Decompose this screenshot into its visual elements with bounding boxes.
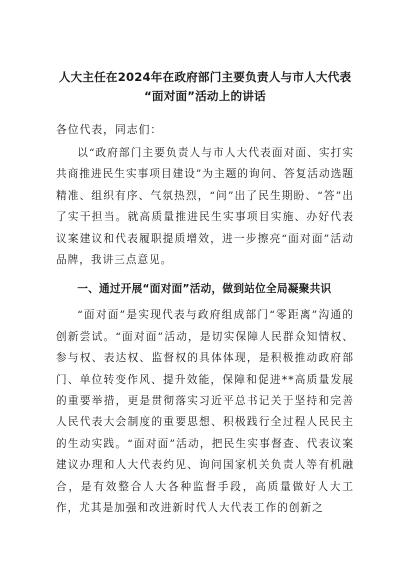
- document-title: [56, 68, 354, 106]
- title-line-1: 人大主任在2024年在政府部门主要负责人与市人大代表: [58, 70, 352, 84]
- section-heading-1: 一、通过开展“面对面”活动，做到站位全局凝聚共识: [77, 283, 332, 296]
- paragraph-section-1: “面对面”是实现代表与政府组成部门“零距离”沟通的创新尝试。“面对面”活动，是切实保障人民群众知情权、参与权、表达权、监督权的具体体现，是积极推动政府部门、单位转变作风、提升效能，保障和促进**高质量发展的重要举措，更是贯彻落实习近平总书记关于坚持和完善人民代表大会制度的重要思想、积极践行全过程人民民主的生动实践。“面对面”活动，把民生实事督查、代表议案建议办理和人大代表约见、询问国家机关负责人等有机融合，是有效整合人大各种监督手段，高质量做好人大工作，尤其是加强和改进新时代人大代表工作的创新之: [56, 309, 354, 515]
- title-line-2: “面对面”活动上的讲话: [144, 89, 266, 103]
- salutation: 各位代表，同志们：: [56, 123, 163, 136]
- paragraph-intro: 以“政府部门主要负责人与市人大代表面对面、实打实共商推进民生实事项目建设”为主题的询问、答复活动选题精准、组织有序、气氛热烈，“问”出了民生期盼、“答”出了实干担当。就高质量推进民生实事项目实施、办好代表议案建议和代表履职提质增效，进一步擦亮“面对面”活动品牌，我讲三点意见。: [56, 147, 354, 267]
